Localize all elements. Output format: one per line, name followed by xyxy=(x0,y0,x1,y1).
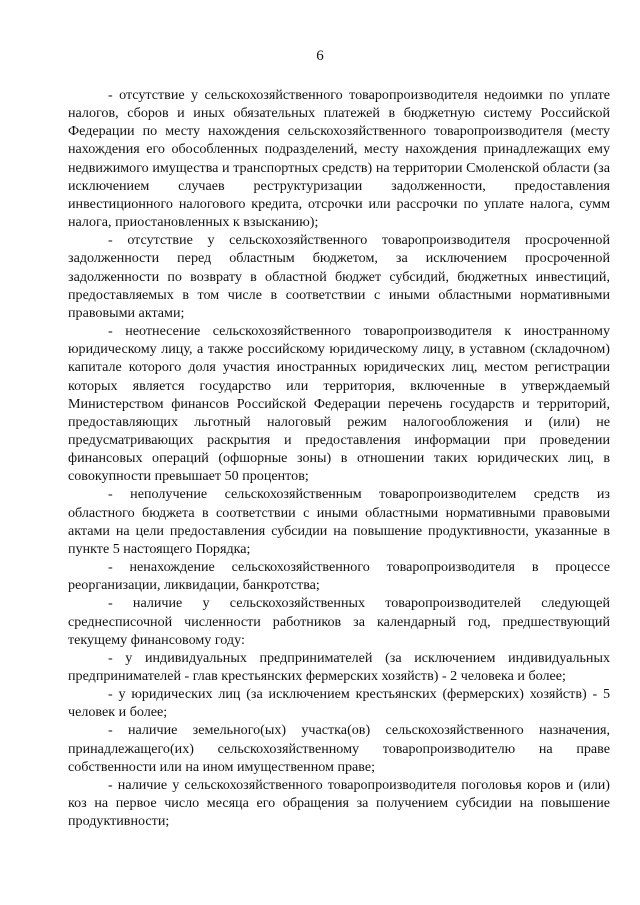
paragraph-foreign-entity: - неотнесение сельскохозяйственного товаропроизводителя к иностранному юридическому лицу, а также российскому юридическому лицу, в уставном (складочном) капитале которого доля участия иностранных юридических лиц, местом регистрации которых является государство или территория, включенные в утверждаемый Министерством финансов Российской Федерации перечень государств и территорий, предоставляющих льготный налоговый режим налогообложения и (или) не предусматривающих раскрытия и предоставления информации при проведении финансовых операций (офшорные зоны) в отношении таких юридических лиц, в совокупности превышает 50 процентов; xyxy=(68,323,610,485)
paragraph-individual-entrepreneurs: - у индивидуальных предпринимателей (за исключением индивидуальных предпринимателей - глав крестьянских фермерских хозяйств) - 2 человека и более; xyxy=(68,649,610,684)
paragraph-livestock: - наличие у сельскохозяйственного товаропроизводителя поголовья коров и (или) коз на первое число месяца его обращения за получением субсидии на повышение продуктивности; xyxy=(68,776,610,830)
paragraph-staff-count: - наличие у сельскохозяйственных товаропроизводителей следующей среднесписочной численности работников за календарный год, предшествующий текущему финансовому году: xyxy=(68,595,610,648)
paragraph-tax-arrears: - отсутствие у сельскохозяйственного товаропроизводителя недоимки по уплате налогов, сборов и иных обязательных платежей в бюджетную систему Российской Федерации по месту нахождения сельскохозяйственного товаропроизводителя (месту нахождения его обособленных подразделений, месту нахождения принадлежащих ему недвижимого имущества и транспортных средств) на территории Смоленской области (за исключением случаев реструктуризации задолженности, предоставления инвестиционного налогового кредита, отсрочки или рассрочки по уплате налога, сумм налога, приостановленных к взысканию); xyxy=(68,87,610,231)
paragraph-legal-entities: - у юридических лиц (за исключением крестьянских (фермерских) хозяйств) - 5 человек и более; xyxy=(68,686,610,721)
paragraph-land-plots: - наличие земельного(ых) участка(ов) сельскохозяйственного назначения, принадлежащего(их) сельскохозяйственному товаропроизводителю на праве собственности или на ином имущественном праве; xyxy=(68,722,610,775)
page-number: 6 xyxy=(316,48,324,64)
paragraph-regional-budget-debt: - отсутствие у сельскохозяйственного товаропроизводителя просроченной задолженности перед областным бюджетом, за исключением просроченной задолженности по возврату в областной бюджет субсидий, бюджетных инвестиций, предоставляемых в том числе в соответствии с иными областными нормативными правовыми актами; xyxy=(68,232,610,321)
paragraph-no-reorganization: - ненахождение сельскохозяйственного товаропроизводителя в процессе реорганизации, ликвидации, банкротства; xyxy=(68,559,610,594)
paragraph-no-other-funds: - неполучение сельскохозяйственным товаропроизводителем средств из областного бюджета в соответствии с иными областными нормативными правовыми актами на цели предоставления субсидии на повышение продуктивности, указанные в пункте 5 настоящего Порядка; xyxy=(68,486,610,557)
document-body xyxy=(68,86,610,830)
